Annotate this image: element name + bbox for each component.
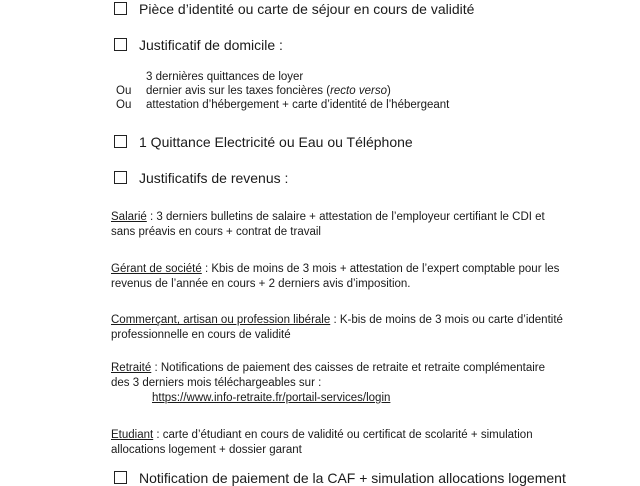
domicile-option-1: 3 dernières quittances de loyer [146, 71, 304, 83]
item-label: Pièce d’identité ou carte de séjour en cours de validité [139, 1, 475, 17]
checkbox[interactable] [114, 135, 127, 148]
etudiant-label: Etudiant [111, 429, 154, 441]
checklist-item-domicile [114, 37, 283, 53]
item-label: 1 Quittance Electricité ou Eau ou Téléphone [139, 134, 413, 150]
checkbox[interactable] [114, 171, 127, 184]
commercant-label: Commerçant, artisan ou profession libérale [111, 314, 331, 326]
revenus-etudiant: Etudiant : carte d’étudiant en cours de validité ou certificat de scolarité + simulation allocations logement + dossier garant [111, 429, 533, 456]
revenus-salarie: Salarié : 3 derniers bulletins de salaire + attestation de l’employeur certifiant le CDI et sans préavis en cours + contrat de travail [111, 211, 545, 238]
checklist-item-caf [114, 470, 566, 486]
item-label: Notification de paiement de la CAF + simulation allocations logement [139, 470, 566, 486]
revenus-gerant: Gérant de société : Kbis de moins de 3 mois + attestation de l’expert comptable pour les revenus de l’année en cours + 2 derniers avis d’imposition. [111, 263, 560, 290]
revenus-commercant: Commerçant, artisan ou profession libérale : K-bis de moins de 3 mois ou carte d’identité professionnelle en cours de validité [111, 314, 563, 341]
domicile-option-2: Ou dernier avis sur les taxes foncières (recto verso) [116, 85, 391, 97]
domicile-option-3: Ou attestation d’hébergement + carte d’identité de l’hébergeant [116, 99, 450, 111]
salarie-label: Salarié [111, 211, 147, 223]
checkbox[interactable] [114, 38, 127, 51]
checkbox[interactable] [114, 2, 127, 15]
checklist-item-revenus [114, 170, 288, 186]
item-label: Justificatif de domicile : [139, 37, 283, 53]
checklist-item-quittance [114, 134, 413, 150]
retraite-label: Retraité [111, 362, 152, 374]
domicile-options [116, 70, 449, 112]
info-retraite-link[interactable]: https://www.info-retraite.fr/portail-services/login [152, 392, 391, 404]
checkbox[interactable] [114, 471, 127, 484]
item-label: Justificatifs de revenus : [139, 170, 289, 186]
revenus-retraite: Retraité : Notifications de paiement des caisses de retraite et retraite complémentaire des 3 derniers mois téléchargeables sur : https://www.info-retraite.fr/portail-services/login [111, 362, 546, 404]
gerant-label: Gérant de société [111, 263, 202, 275]
checklist-item-identite [114, 1, 474, 17]
